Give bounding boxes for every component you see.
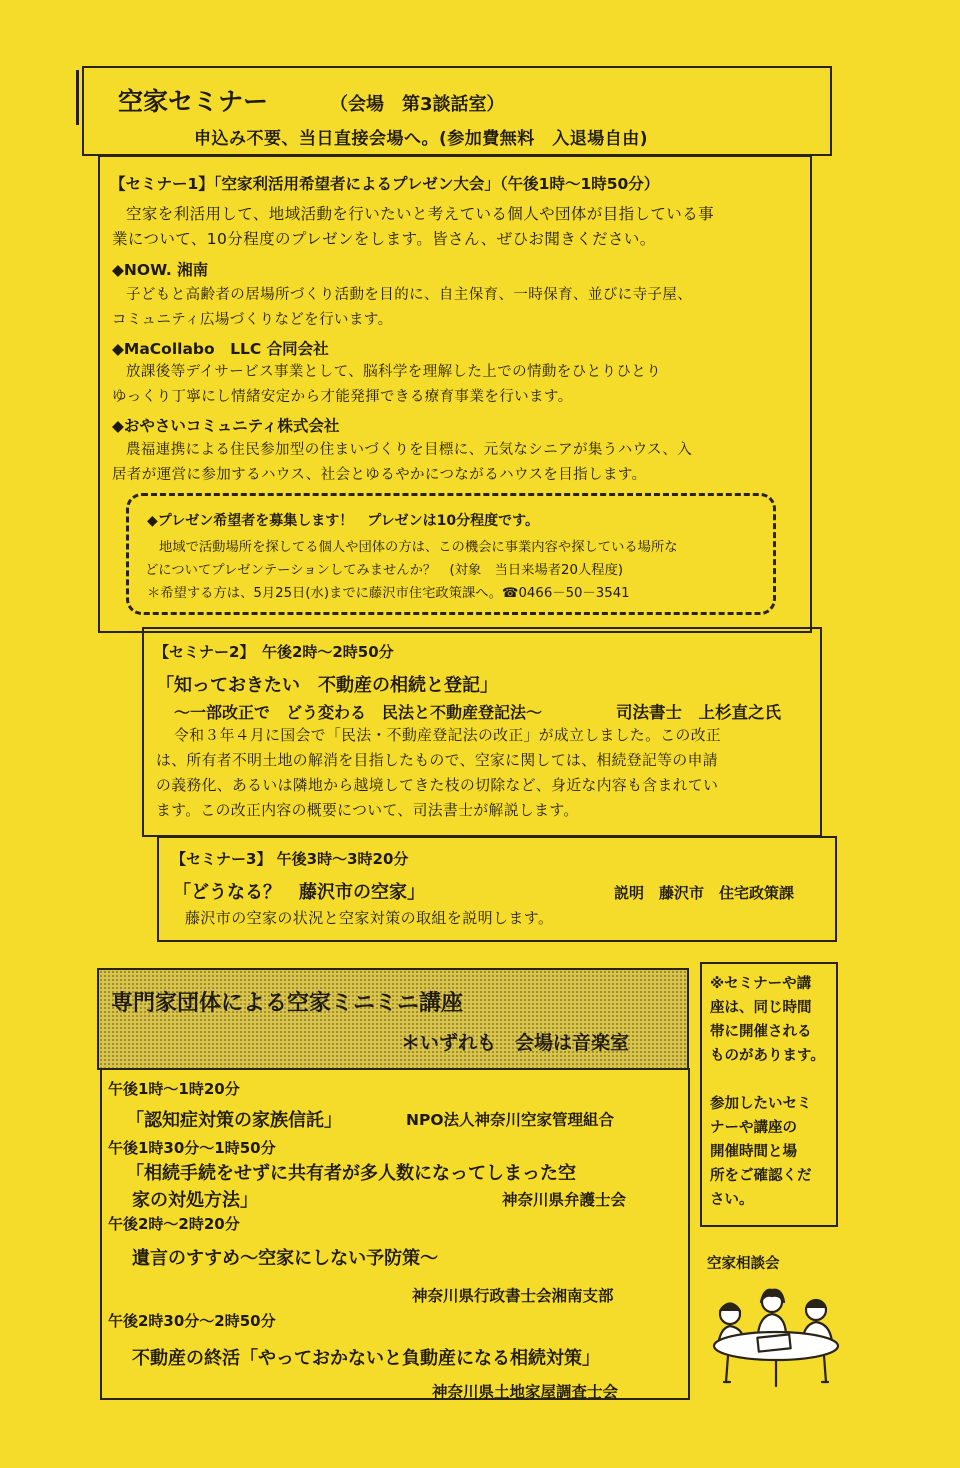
org-now-shonan: ◆NOW. 湘南: [112, 261, 209, 279]
recruit-title: ◆プレゼン希望者を募集します！ プレゼンは10分程度です。: [147, 513, 540, 529]
header-rule: [76, 70, 79, 125]
seminar2-body-2: は、所有者不明土地の解消を目指したもので、空家に関しては、相続登記等の申請: [156, 752, 718, 769]
org-oyasai-desc-2: 居者が運営に参加するハウス、社会とゆるやかにつながるハウスを目指します。: [112, 467, 647, 483]
seminar-header-box: [82, 66, 832, 156]
seminar2-speaker: 司法書士 上杉直之氏: [616, 703, 781, 722]
page-title: 空家セミナー: [118, 87, 269, 116]
mini1-title: 「認知症対策の家族信託」: [126, 1110, 342, 1131]
mini4-org: 神奈川県土地家屋調査士会: [432, 1383, 619, 1401]
seminar3-title: 「どうなる？ 藤沢市の空家」: [173, 882, 425, 903]
seminar2-body-1: 令和３年４月に国会で「民法・不動産登記法の改正」が成立しました。この改正: [174, 727, 722, 744]
note-p2: 参加したいセミ ナーや講座の 開催時間と場 所をご確認くだ さい。: [710, 1096, 812, 1208]
recruit-line-2: どについてプレゼンテーションしてみませんか？ (対象 当日来場者20人程度): [145, 563, 624, 578]
seminar2-box: [142, 627, 822, 837]
seminar3-speaker: 説明 藤沢市 住宅政策課: [614, 884, 795, 902]
consult-label: 空家相談会: [707, 1256, 780, 1272]
mini-lecture-title: 専門家団体による空家ミニミニ講座: [111, 991, 464, 1016]
org-macollabo: ◆MaCollabo LLC 合同会社: [112, 340, 329, 358]
mini-lecture-header: [97, 968, 689, 1070]
recruit-box: [126, 493, 776, 615]
mini-lecture-list: [100, 1068, 690, 1400]
seminar1-intro-2: 業について、10分程度のプレゼンをします。皆さん、ぜひお聞きください。: [112, 230, 656, 248]
org-now-shonan-desc-2: コミュニティ広場づくりなどを行います。: [112, 312, 393, 328]
seminar3-body: 藤沢市の空家の状況と空家対策の取組を説明します。: [185, 909, 554, 927]
mini2-title-1: 「相続手続をせずに共有者が多人数になってしまった空: [126, 1163, 576, 1184]
mini-lecture-venue: ＊いずれも 会場は音楽室: [401, 1032, 630, 1054]
document: [757, 1334, 790, 1351]
seminar3-label: 【セミナー3】 午後3時～3時20分: [171, 850, 409, 868]
org-oyasai-desc-1: 農福連携による住民参加型の住まいづくりを目標に、元気なシニアが集うハウス、入: [126, 442, 693, 458]
consultation-illustration: [706, 1278, 846, 1390]
org-oyasai: ◆おやさいコミュニティ株式会社: [112, 417, 340, 435]
mini1-time: 午後1時～1時20分: [108, 1080, 240, 1098]
mini4-title: 不動産の終活「やっておかないと負動産になる相続対策」: [132, 1348, 600, 1369]
seminar1-heading: 【セミナー1】「空家利活用希望者によるプレゼン大会」（午後1時～1時50分）: [110, 175, 660, 193]
seminar1-intro-1: 空家を利活用して、地域活動を行いたいと考えている個人や団体が目指している事: [126, 205, 714, 223]
admission-note: 申込み不要、当日直接会場へ。(参加費無料 入退場自由): [194, 129, 649, 149]
recruit-contact: ＊希望する方は、5月25日(水)までに藤沢市住宅政策課へ。☎0466－50－3541: [147, 586, 630, 601]
seminar2-body-4: ます。この改正内容の概要について、司法書士が解説します。: [156, 802, 579, 819]
mini3-org: 神奈川県行政書士会湘南支部: [412, 1287, 614, 1305]
seminar3-box: [157, 836, 837, 942]
seminar2-body-3: の義務化、あるいは隣地から越境してきた枝の切除など、身近な内容も含まれてい: [156, 777, 719, 794]
seminar2-title: 「知っておきたい 不動産の相続と登記」: [156, 675, 498, 696]
org-macollabo-desc-2: ゆっくり丁寧にし情緒安定から才能発揮できる療育事業を行います。: [112, 389, 573, 405]
recruit-line-1: 地域で活動場所を探してる個人や団体の方は、この機会に事業内容や探している場所な: [159, 540, 678, 555]
mini2-title-2: 家の対処方法」: [132, 1190, 258, 1211]
mini3-title: 遺言のすすめ～空家にしない予防策～: [132, 1248, 439, 1269]
org-macollabo-desc-1: 放課後等デイサービス事業として、脳科学を理解した上での情動をひとりひとり: [126, 364, 662, 380]
mini2-org: 神奈川県弁護士会: [502, 1191, 627, 1209]
schedule-note: [700, 962, 838, 1227]
mini3-time: 午後2時～2時20分: [108, 1215, 240, 1233]
org-now-shonan-desc-1: 子どもと高齢者の居場所づくり活動を目的に、自主保育、一時保育、並びに寺子屋、: [126, 287, 693, 303]
seminar2-subtitle: ～一部改正で どう変わる 民法と不動産登記法～: [174, 703, 543, 722]
venue-text: （会場 第3談話室）: [330, 94, 505, 115]
note-p1: ※セミナーや講 座は、同じ時間 帯に開催される ものがあります。: [710, 976, 825, 1064]
seminar2-label: 【セミナー2】 午後2時～2時50分: [154, 643, 394, 661]
mini2-time: 午後1時30分～1時50分: [108, 1139, 276, 1157]
mini1-org: NPO法人神奈川空家管理組合: [406, 1111, 615, 1129]
mini4-time: 午後2時30分～2時50分: [108, 1312, 276, 1330]
